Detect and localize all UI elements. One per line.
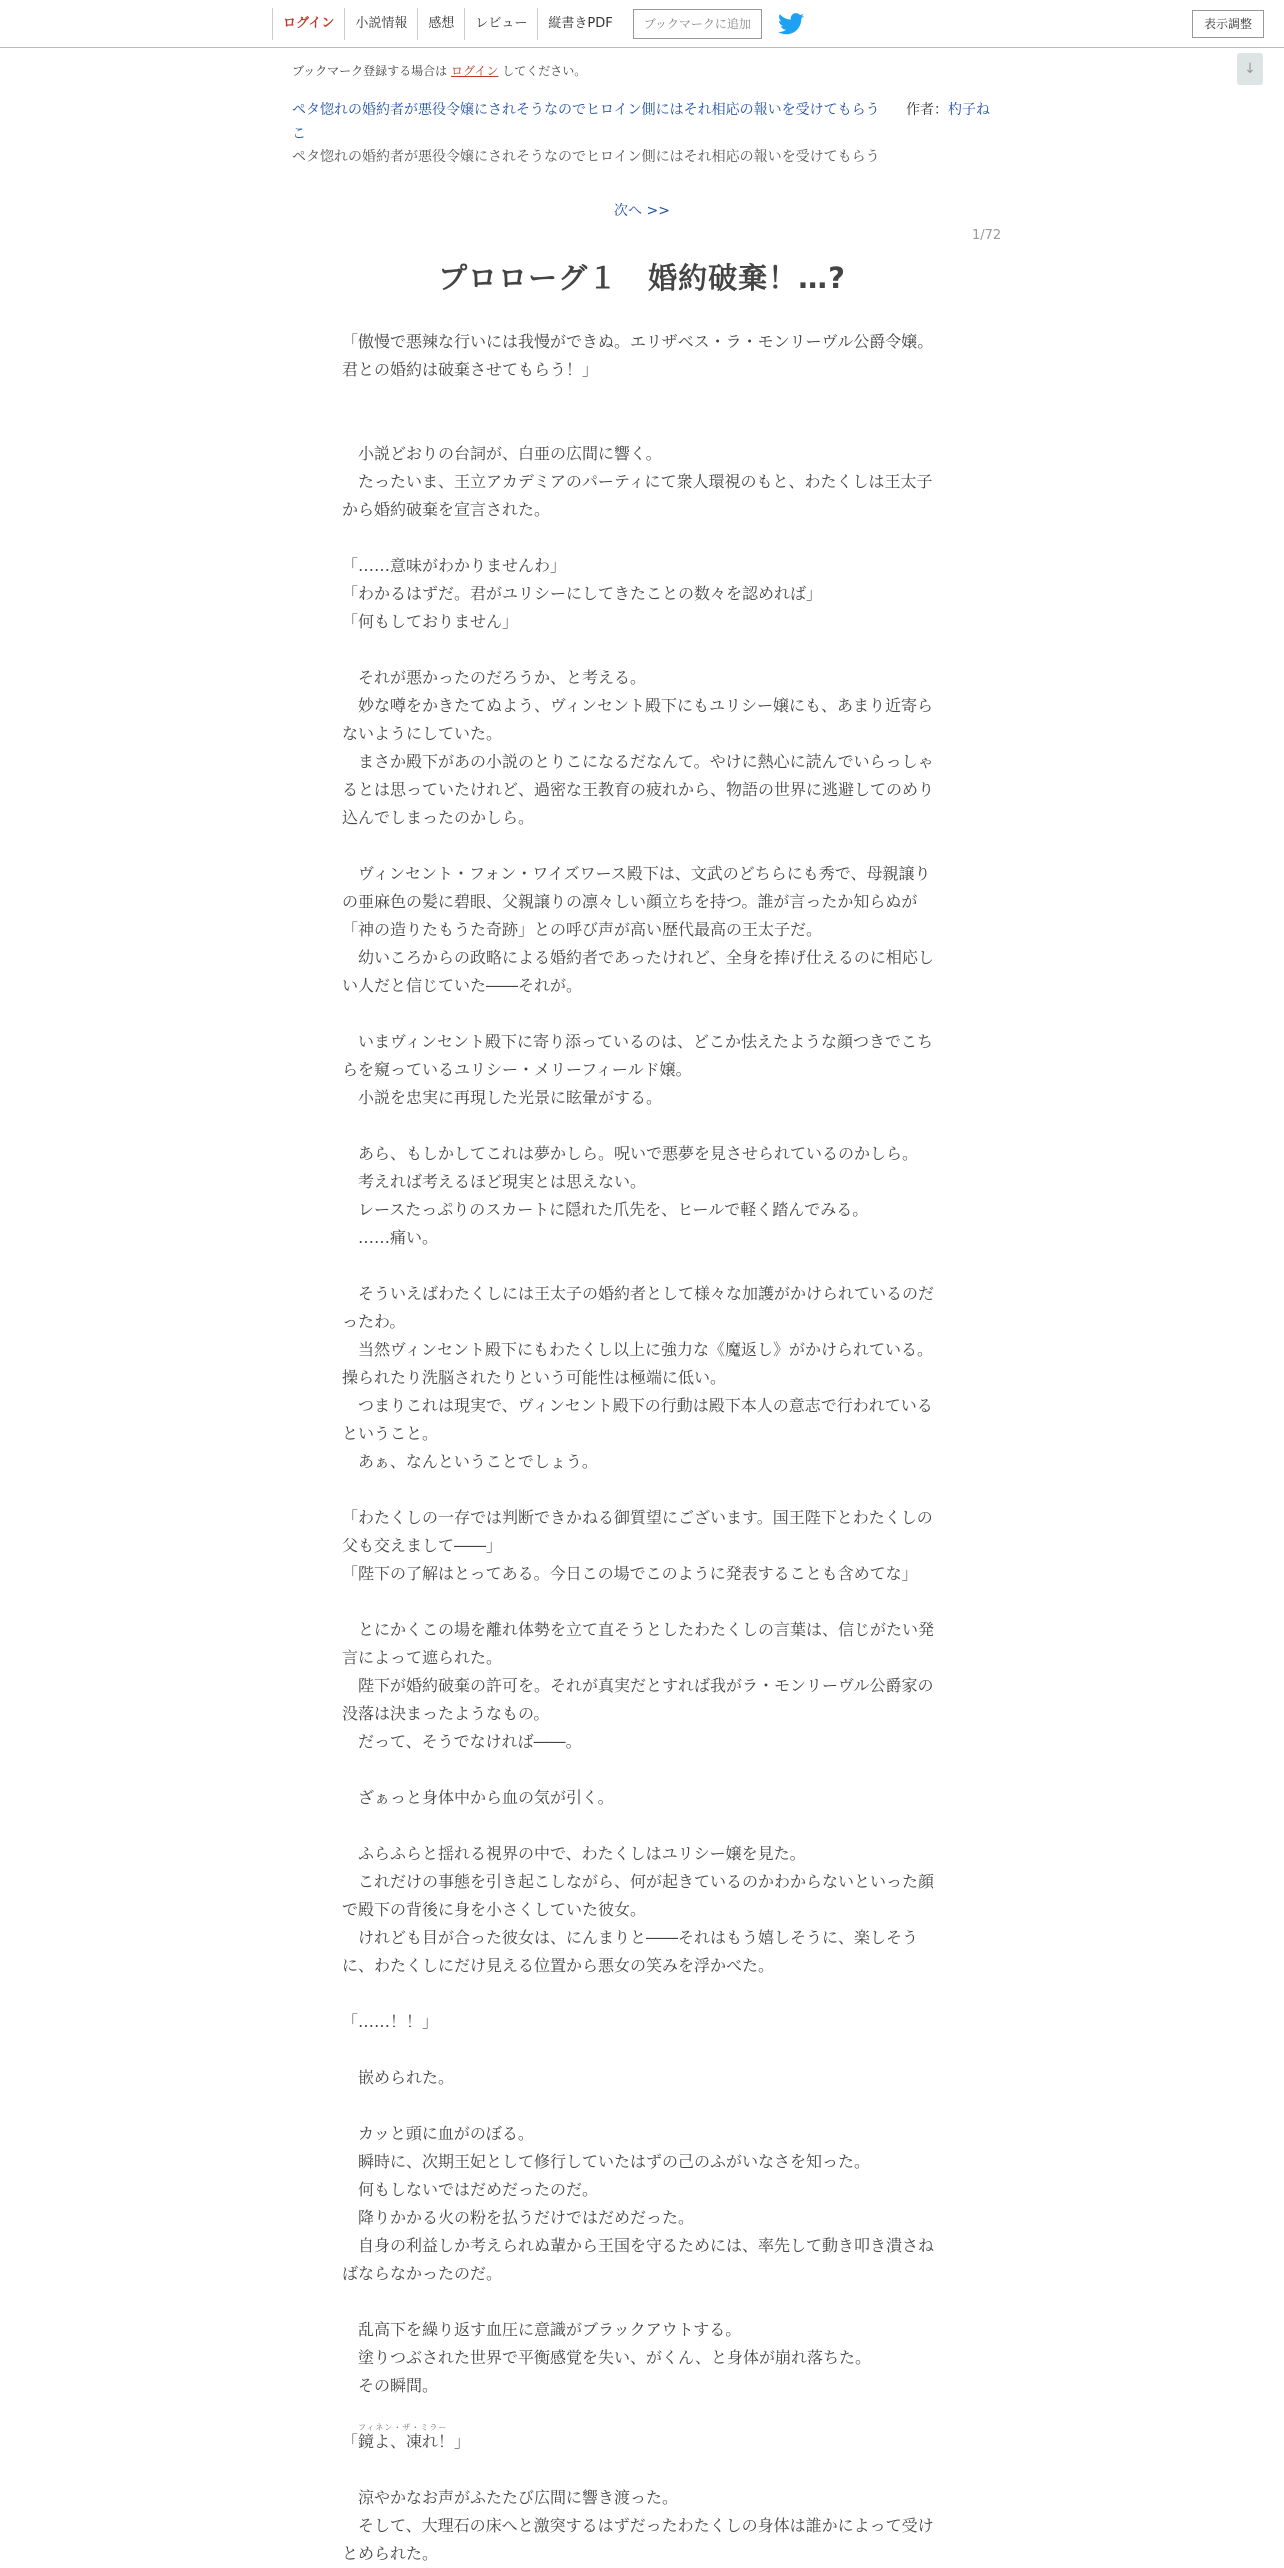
blank-line (342, 1000, 942, 1028)
series-info (292, 98, 992, 146)
body-line: 込んでしまったのかしら。 (342, 808, 535, 827)
blank-line (342, 832, 942, 860)
body-line: 涼やかなお声がふたたび広間に響き渡った。 (342, 2488, 679, 2507)
body-line: ふらふらと揺れる視界の中で、わたくしはユリシー嬢を見た。 (342, 1844, 806, 1863)
series-title-link[interactable]: ペタ惚れの婚約者が悪役令嬢にされそうなのでヒロイン側にはそれ相応の報いを受けてもらう (292, 102, 880, 118)
blank-line (342, 384, 942, 412)
twitter-icon[interactable] (778, 13, 804, 35)
body-line: で殿下の背後に身を小さくしていた彼女。 (342, 1900, 647, 1919)
body-line: 自身の利益しか考えられぬ輩から王国を守るためには、率先して動き叩き潰さね (342, 2236, 935, 2255)
body-line: 父も交えまして――」 (342, 1536, 503, 1555)
nav-list (272, 8, 804, 40)
body-line: 没落は決まったようなもの。 (342, 1704, 550, 1723)
body-line: けれども目が合った彼女は、にんまりと――それはもう嬉しそうに、楽しそう (342, 1928, 919, 1947)
body-line: とにかくこの場を離れ体勢を立て直そうとしたわたくしの言葉は、信じがたい発 (342, 1620, 935, 1639)
blank-line (342, 524, 942, 552)
body-line: 降りかかる火の粉を払うだけではだめだった。 (342, 2208, 695, 2227)
body-line: 操られたり洗脳されたりという可能性は極端に低い。 (342, 1368, 727, 1387)
body-line: これだけの事態を引き起こしながら、何が起きているのかわからないといった顔 (342, 1872, 935, 1891)
body-line: ヴィンセント・フォン・ワイズワース殿下は、文武のどちらにも秀で、母親譲り (342, 864, 931, 883)
body-line: 言によって遮られた。 (342, 1648, 503, 1667)
body-line: 陛下が婚約破棄の許可を。それが真実だとすれば我がラ・モンリーヴル公爵家の (342, 1676, 934, 1695)
blank-line (342, 2036, 942, 2064)
body-line: あぁ、なんということでしょう。 (342, 1452, 598, 1471)
body-line: 瞬時に、次期王妃として修行していたはずの己のふがいなさを知った。 (342, 2152, 871, 2171)
body-line: だって、そうでなければ――。 (342, 1732, 582, 1751)
novel-body (342, 328, 942, 2568)
body-line: 「神の造りたもうた奇跡」との呼び声が高い歴代最高の王太子だ。 (342, 920, 823, 939)
body-line: ないようにしていた。 (342, 724, 503, 743)
body-line: るとは思っていたけれど、過密な王教育の疲れから、物語の世界に逃避してのめり (342, 780, 935, 799)
body-line: 「傲慢で悪辣な行いには我慢ができぬ。エリザベス・ラ・モンリーヴル公爵令嬢。 (342, 332, 934, 351)
bookmark-login-notice (292, 62, 586, 79)
body-line: ざぁっと身体中から血の気が引く。 (342, 1788, 614, 1807)
nav-impressions[interactable]: 感想 (417, 8, 464, 40)
body-line: 何もしないではだめだったのだ。 (342, 2180, 599, 2199)
body-line: の亜麻色の髪に碧眼、父親譲りの凛々しい顔立ちを持つ。誰が言ったか知らぬが (342, 892, 918, 911)
blank-line (342, 1980, 942, 2008)
display-settings-button[interactable]: 表示調整 (1192, 10, 1264, 38)
body-line: 「……！！」 (342, 2012, 439, 2031)
nav-novel-info[interactable]: 小説情報 (344, 8, 417, 40)
novel-subtitle: ペタ惚れの婚約者が悪役令嬢にされそうなのでヒロイン側にはそれ相応の報いを受けてもらう (292, 149, 880, 165)
body-line: 妙な噂をかきたてぬよう、ヴィンセント殿下にもユリシー嬢にも、あまり近寄ら (342, 696, 934, 715)
body-line: 嵌められた。 (342, 2068, 455, 2087)
nav-login[interactable]: ログイン (272, 8, 344, 40)
body-line: ……痛い。 (342, 1228, 439, 1247)
blank-line (342, 1112, 942, 1140)
notice-text-after: してください。 (502, 64, 587, 78)
body-line: そういえばわたくしには王太子の婚約者として様々な加護がかけられているのだ (342, 1284, 935, 1303)
body-line: それが悪かったのだろうか、と考える。 (342, 668, 647, 687)
author-label: 作者： (906, 102, 949, 118)
body-line: 君との婚約は破棄させてもらう！」 (342, 360, 599, 379)
body-line: つまりこれは現実で、ヴィンセント殿下の行動は殿下本人の意志で行われている (342, 1396, 933, 1415)
body-line: 塗りつぶされた世界で平衡感覚を失い、がくん、と身体が崩れ落ちた。 (342, 2348, 871, 2367)
body-line: たったいま、王立アカデミアのパーティにて衆人環視のもと、わたくしは王太子 (342, 472, 933, 491)
blank-line (342, 2456, 942, 2484)
body-line: いまヴィンセント殿下に寄り添っているのは、どこか怯えたような顔つきでこち (342, 1032, 934, 1051)
notice-login-link[interactable]: ログイン (451, 64, 499, 78)
body-line: レースたっぷりのスカートに隠れた爪先を、ヒールで軽く踏んでみる。 (342, 1200, 869, 1219)
body-line: ということ。 (342, 1424, 439, 1443)
body-line: ったわ。 (342, 1312, 406, 1331)
body-line: その瞬間。 (342, 2376, 439, 2395)
body-line: 「わたくしの一存では判断できかねる御質望にございます。国王陛下とわたくしの (342, 1508, 933, 1527)
page-counter: 1/72 (972, 228, 1002, 243)
body-line: 考えれば考えるほど現実とは思えない。 (342, 1172, 647, 1191)
body-line: 当然ヴィンセント殿下にもわたくし以上に強力な《魔返し》がかけられている。 (342, 1340, 934, 1359)
chapter-title: プロローグ１ 婚約破棄！…? (438, 261, 846, 295)
body-line: 「わかるはずだ。君がユリシーにしてきたことの数々を認めれば」 (342, 584, 823, 603)
blank-line (342, 1476, 942, 1504)
scroll-down-arrow-icon[interactable]: ↓ (1237, 53, 1263, 85)
nav-vertical-pdf[interactable]: 縦書きPDF (537, 8, 622, 40)
body-line: 小説どおりの台詞が、白亜の広間に響く。 (342, 444, 662, 463)
next-page-link (0, 200, 1284, 220)
body-line: に、わたくしにだけ見える位置から悪女の笑みを浮かべた。 (342, 1956, 775, 1975)
next-link-text[interactable]: 次へ >> (614, 203, 670, 219)
blank-line (342, 1252, 942, 1280)
body-line: らを窺っているユリシー・メリーフィールド嬢。 (342, 1060, 692, 1079)
author-name-link[interactable]: 杓子ねこ (292, 102, 991, 142)
add-bookmark-button[interactable]: ブックマークに追加 (633, 9, 762, 39)
body-line: い人だと信じていた――それが。 (342, 976, 583, 995)
blank-line (342, 2288, 942, 2316)
body-line: 「陛下の了解はとってある。今日この場でこのように発表することも含めてな」 (342, 1564, 918, 1583)
blank-line (342, 2092, 942, 2120)
body-line: あら、もしかしてこれは夢かしら。呪いで悪夢を見させられているのかしら。 (342, 1144, 919, 1163)
body-line: から婚約破棄を宣言された。 (342, 500, 551, 519)
body-line: 乱高下を繰り返す血圧に意識がブラックアウトする。 (342, 2320, 742, 2339)
top-navbar (0, 0, 1284, 48)
body-line: とめられた。 (342, 2544, 439, 2563)
body-line: そして、大理石の床へと激突するはずだったわたくしの身体は誰かによって受け (342, 2516, 934, 2535)
blank-line (342, 412, 942, 440)
blank-line (342, 1812, 942, 1840)
body-line: 小説を忠実に再現した光景に眩暈がする。 (342, 1088, 663, 1107)
nav-review[interactable]: レビュー (464, 8, 537, 40)
body-line: 幼いころからの政略による婚約者であったけれど、全身を捧げ仕えるのに相応し (342, 948, 934, 967)
body-line: まさか殿下があの小説のとりこになるだなんて。やけに熱心に読んでいらっしゃ (342, 752, 934, 771)
body-line: 「何もしておりません」 (342, 612, 519, 631)
blank-line (342, 636, 942, 664)
blank-line (342, 1588, 942, 1616)
body-line: 「……意味がわかりませんわ」 (342, 556, 567, 575)
body-line: ばならなかったのだ。 (342, 2264, 503, 2283)
blank-line (342, 1756, 942, 1784)
body-line (342, 2423, 942, 2456)
body-line-text: 「鏡よ、凍れ！」 (342, 2432, 471, 2451)
notice-text-before: ブックマーク登録する場合は (292, 64, 448, 78)
ruby-annotation: フィネン・ザ・ミラー (358, 2423, 448, 2432)
body-line: カッと頭に血がのぼる。 (342, 2124, 534, 2143)
